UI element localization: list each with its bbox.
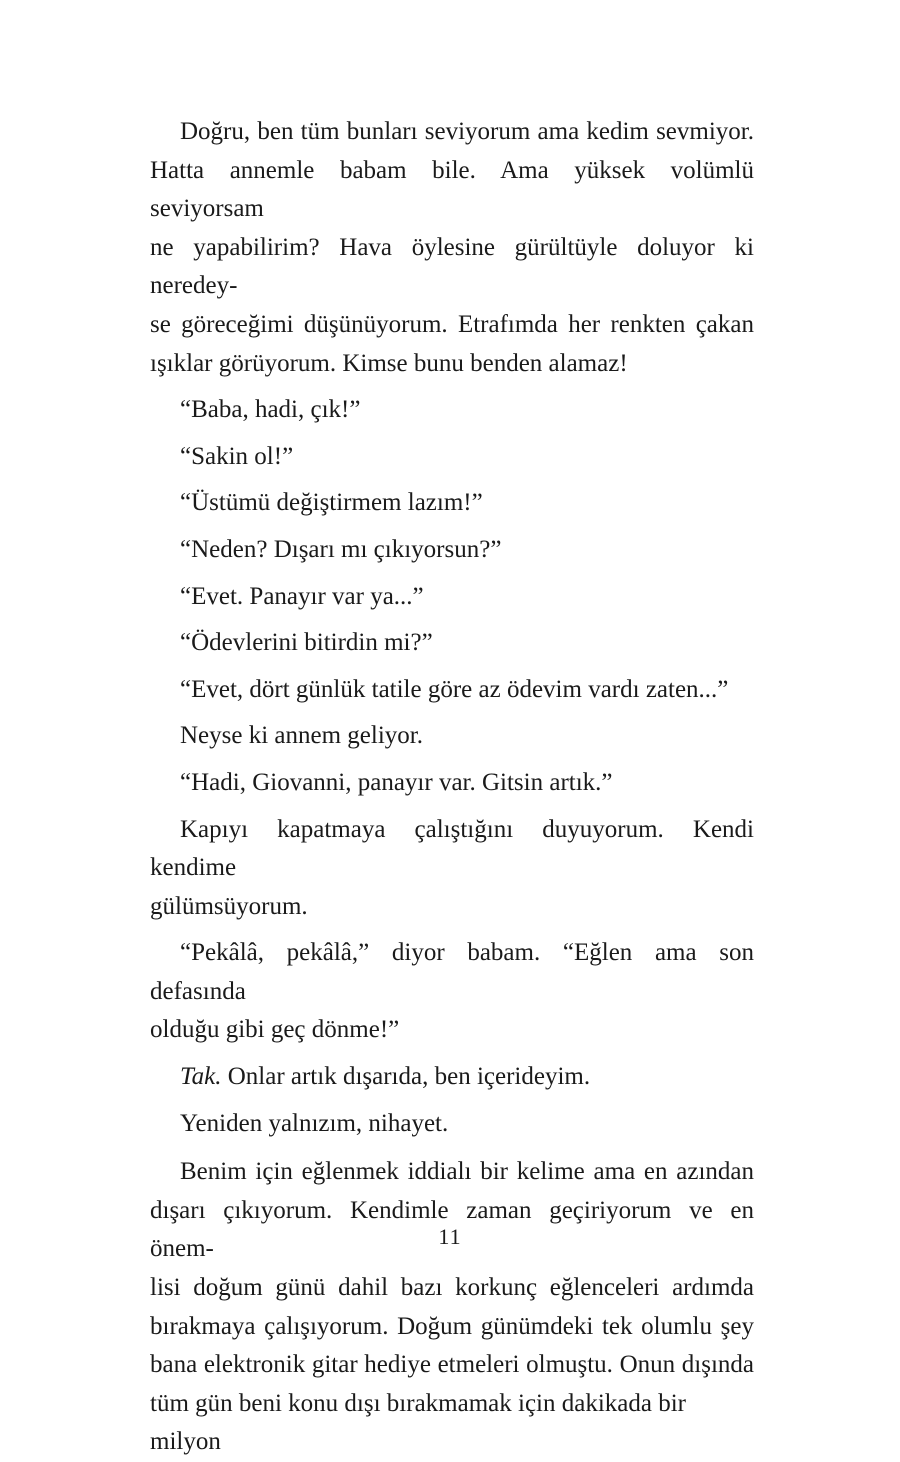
text-line: Doğru, ben tüm bunları seviyorum ama kedim sevmiyor. — [180, 118, 754, 145]
text-line: Onlar artık dışarıda, ben içerideyim. — [221, 1063, 591, 1091]
paragraph-5 — [150, 531, 754, 570]
paragraph-11 — [150, 811, 754, 927]
paragraph-3 — [150, 438, 754, 477]
italic-lead: Tak. — [180, 1063, 222, 1091]
paragraph-7 — [150, 624, 754, 663]
text-line: ışıklar görüyorum. Kimse bunu benden alamaz! — [150, 349, 628, 377]
text-line: Neyse ki annem geliyor. — [180, 722, 423, 750]
text-line: tüm gün beni konu dışı bırakmamak için dakikada bir milyon — [150, 1389, 686, 1456]
paragraph-14 — [150, 1105, 754, 1144]
text-line: bırakmaya çalışıyorum. Doğum günümdeki tek olumlu şey — [150, 1312, 754, 1340]
page-number: 11 — [438, 1224, 462, 1249]
paragraph-9 — [150, 717, 754, 756]
paragraph-8 — [150, 671, 754, 710]
text-line: olduğu gibi geç dönme!” — [150, 1016, 400, 1044]
paragraph-4 — [150, 484, 754, 523]
text-line: “Üstümü değiştirmem lazım!” — [180, 489, 483, 517]
text-line: Hatta annemle babam bile. Ama yüksek volümlü seviyorsam — [150, 156, 754, 223]
text-line: “Evet, dört günlük tatile göre az ödevim vardı zaten...” — [180, 675, 729, 703]
text-line: lisi doğum günü dahil bazı korkunç eğlenceleri ardımda — [150, 1274, 754, 1302]
paragraph-13 — [150, 1058, 754, 1097]
paragraph-2 — [150, 391, 754, 430]
text-line: Kapıyı kapatmaya çalıştığını duyuyorum. Kendi kendime — [150, 815, 754, 882]
text-line: gülümsüyorum. — [150, 892, 308, 920]
paragraph-6 — [150, 578, 754, 617]
text-line: dışarı çıkıyorum. Kendimle zaman geçiriyorum ve en önem- — [150, 1196, 754, 1263]
paragraph-12 — [150, 934, 754, 1050]
text-line: ne yapabilirim? Hava öylesine gürültüyle doluyor ki neredey- — [150, 233, 754, 300]
text-line: “Ödevlerini bitirdin mi?” — [180, 629, 433, 657]
text-line: “Neden? Dışarı mı çıkıyorsun?” — [180, 535, 502, 563]
text-line: “Hadi, Giovanni, panayır var. Gitsin artık.” — [180, 768, 613, 796]
body-text — [150, 113, 754, 1462]
paragraph-1 — [150, 113, 754, 383]
text-line: “Evet. Panayır var ya...” — [180, 582, 424, 610]
text-line: “Sakin ol!” — [180, 442, 294, 470]
paragraph-15 — [150, 1153, 754, 1462]
text-line: bana elektronik gitar hediye etmeleri olmuştu. Onun dışında — [150, 1351, 754, 1379]
text-line: “Pekâlâ, pekâlâ,” diyor babam. “Eğlen ama son defasında — [150, 939, 754, 1005]
paragraph-10 — [150, 764, 754, 803]
text-line: Benim için eğlenmek iddialı bir kelime ama en azından — [180, 1158, 754, 1186]
text-line: se göreceğimi düşünüyorum. Etrafımda her renkten çakan — [150, 310, 754, 338]
text-line: “Baba, hadi, çık!” — [180, 396, 361, 424]
text-line: Yeniden yalnızım, nihayet. — [180, 1109, 449, 1137]
